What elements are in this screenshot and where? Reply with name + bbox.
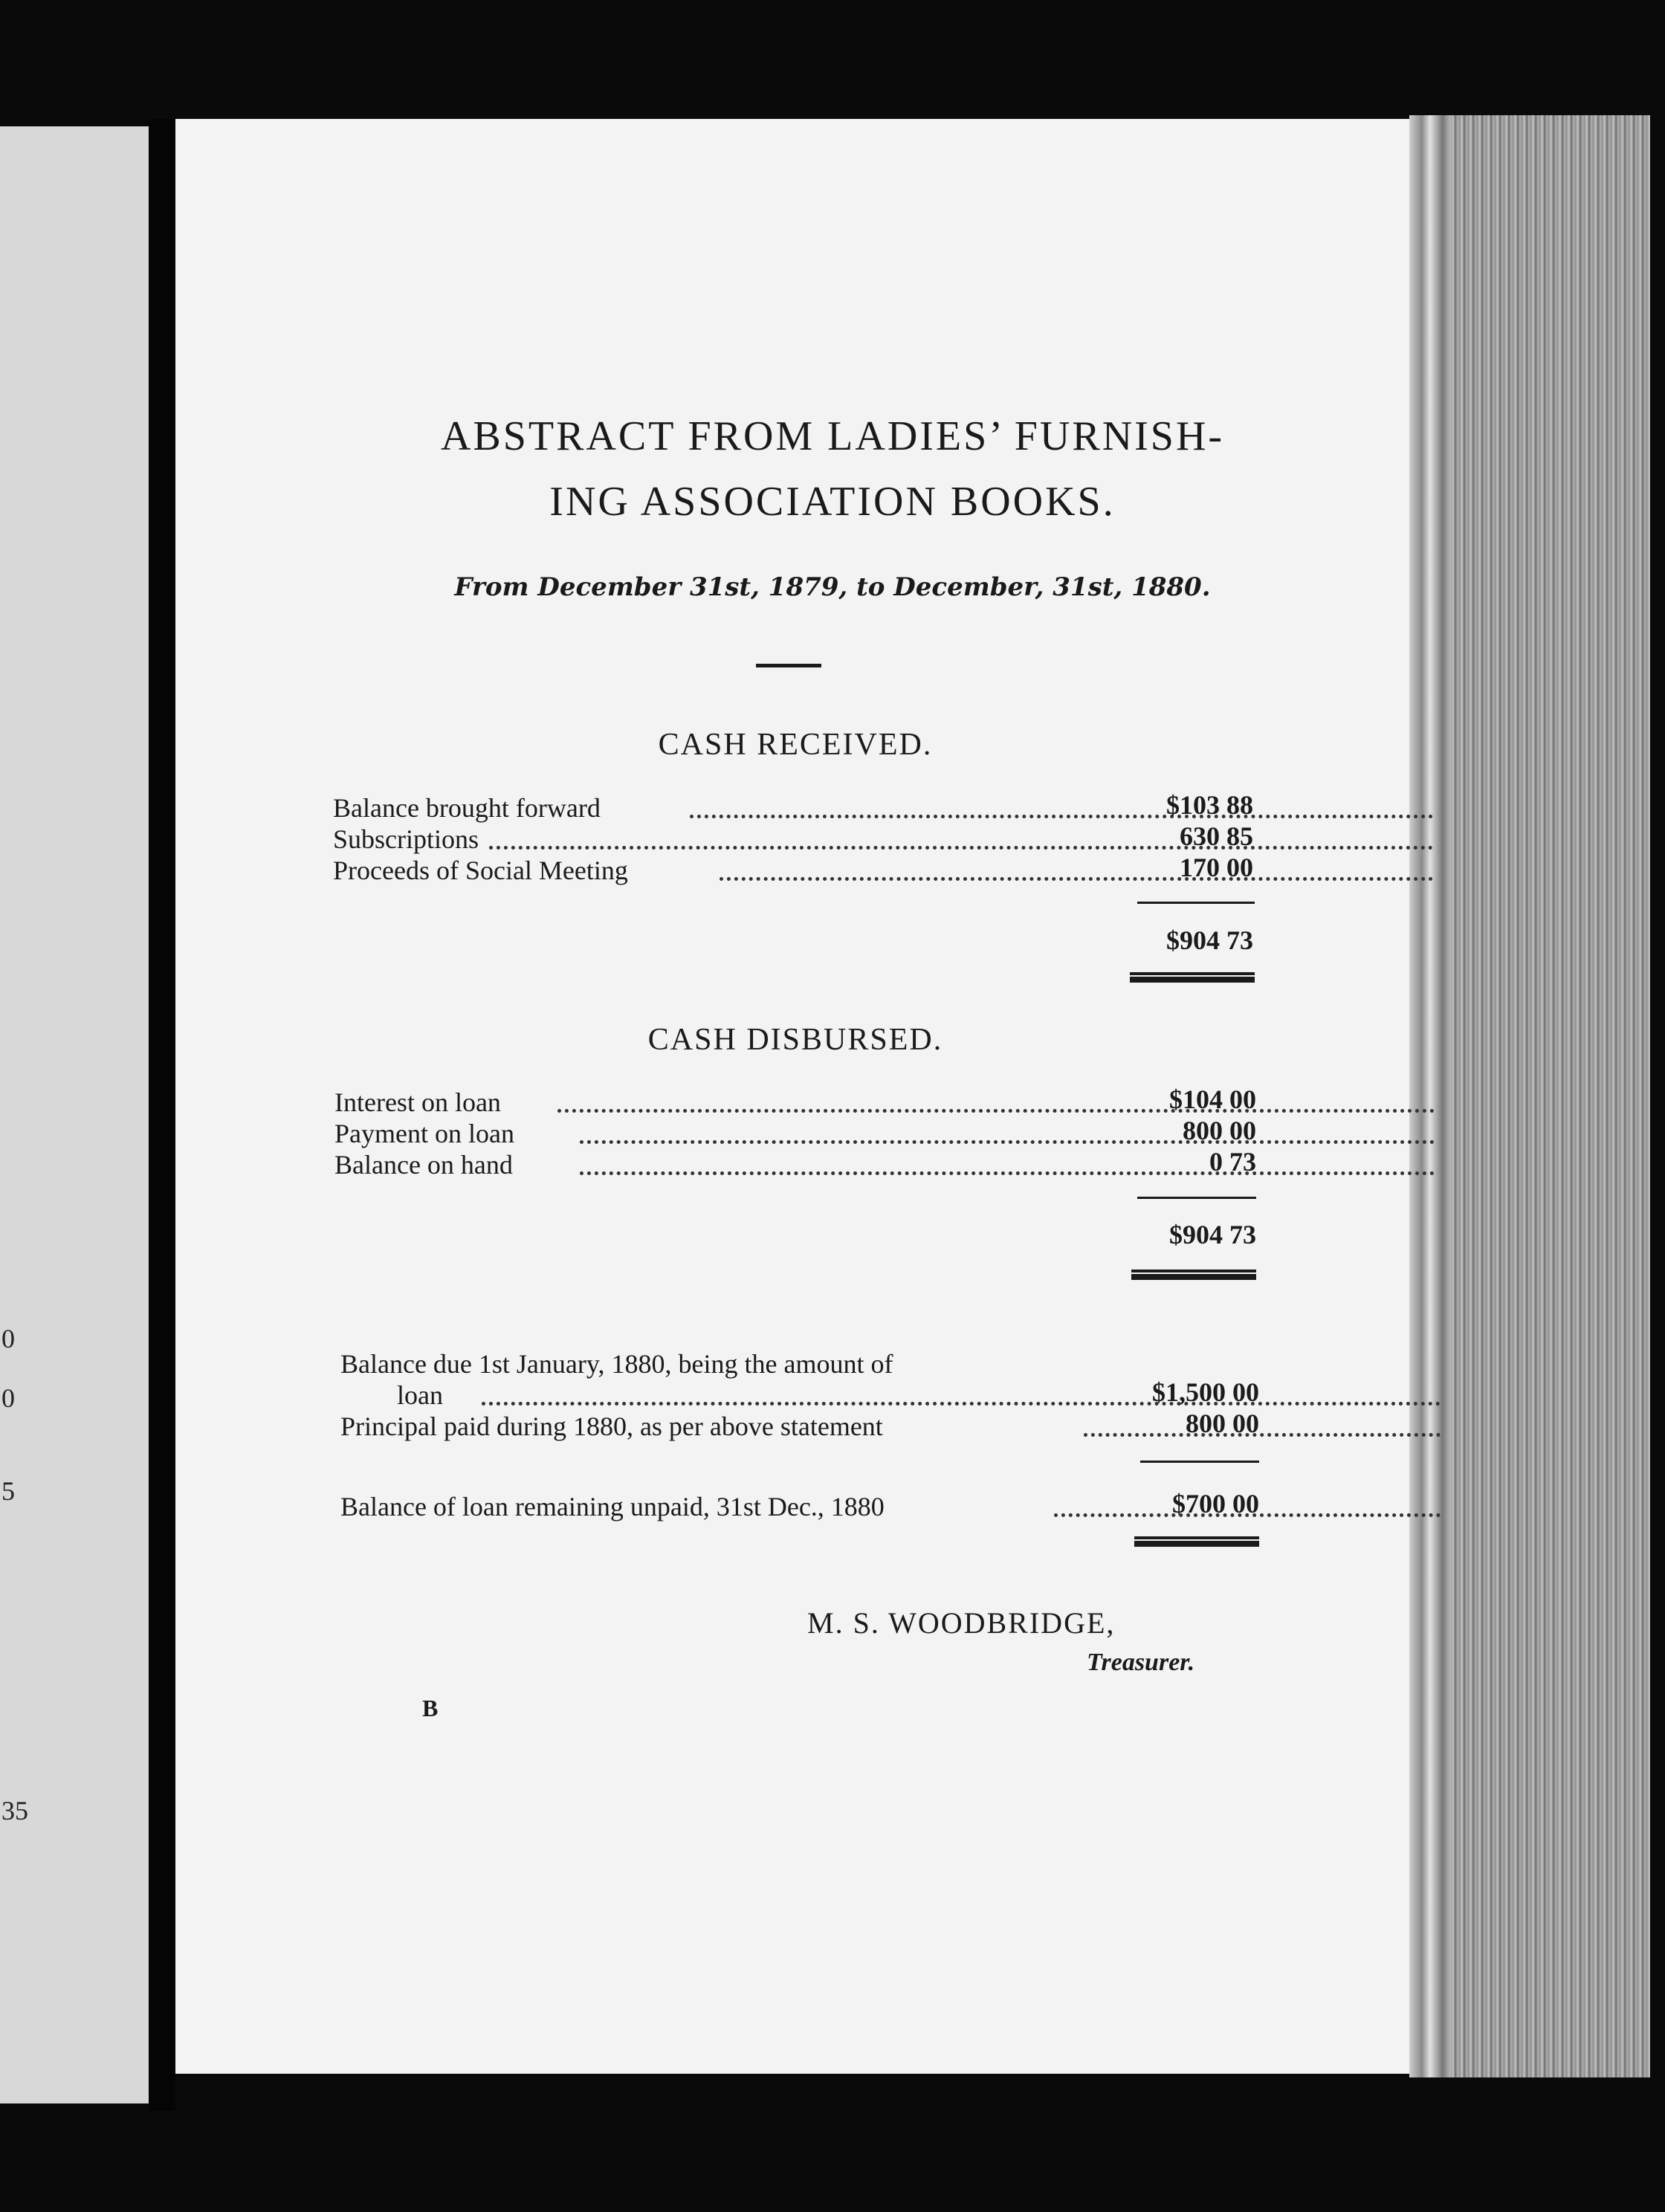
ledger-amount: $103 88 bbox=[1166, 790, 1253, 820]
treasurer-title: Treasurer. bbox=[1087, 1649, 1195, 1676]
balance-due-amount: $1,500 00 bbox=[1152, 1377, 1259, 1407]
dot-leader bbox=[489, 824, 1433, 850]
signature-mark: B bbox=[422, 1695, 439, 1721]
total-double-rule bbox=[1130, 972, 1255, 983]
remaining-balance-label: Balance of loan remaining unpaid, 31st Dec., 1880 bbox=[340, 1491, 889, 1522]
total-double-rule bbox=[1131, 1270, 1256, 1280]
total-double-rule bbox=[1134, 1536, 1259, 1547]
treasurer-name: M. S. WOODBRIDGE, bbox=[807, 1606, 1116, 1640]
principal-paid-label: Principal paid during 1880, as per above statement bbox=[340, 1411, 888, 1442]
ledger-amount: 800 00 bbox=[1183, 1116, 1256, 1145]
dot-leader bbox=[720, 855, 1433, 881]
page-title-line-2: ING ASSOCIATION BOOKS. bbox=[549, 479, 1116, 525]
ledger-label: Interest on loan bbox=[334, 1087, 505, 1118]
loan-description-line bbox=[340, 1348, 1113, 1382]
ledger-label: Subscriptions bbox=[333, 824, 483, 855]
dot-leader bbox=[580, 1149, 1435, 1175]
title-rule bbox=[756, 664, 821, 667]
ledger-label: Proceeds of Social Meeting bbox=[333, 855, 633, 886]
dot-leader bbox=[580, 1118, 1435, 1144]
cash-received-heading: CASH RECEIVED. bbox=[658, 728, 933, 762]
loan-label: loan bbox=[397, 1380, 447, 1411]
date-range: From December 31st, 1879, to December, 31st, 1880. bbox=[454, 572, 1211, 602]
cash-received-total: $904 73 bbox=[1166, 925, 1253, 955]
ledger-amount: $104 00 bbox=[1169, 1084, 1256, 1114]
ledger-label: Balance brought forward bbox=[333, 792, 605, 824]
ledger-amount: 170 00 bbox=[1180, 853, 1253, 882]
balance-due-label: Balance due 1st January, 1880, being the amount of bbox=[340, 1348, 897, 1380]
cash-disbursed-heading: CASH DISBURSED. bbox=[647, 1023, 943, 1057]
ledger-label: Payment on loan bbox=[334, 1118, 519, 1149]
ledger-amount: 630 85 bbox=[1180, 821, 1253, 851]
ledger-label: Balance on hand bbox=[334, 1149, 517, 1180]
left-page-fragment: 5 bbox=[1, 1476, 15, 1506]
ledger-amount: 0 73 bbox=[1209, 1147, 1256, 1177]
subtotal-rule bbox=[1137, 902, 1255, 904]
left-page-fragment: 35 bbox=[1, 1796, 28, 1825]
dot-leader bbox=[690, 792, 1433, 818]
principal-paid-amount: 800 00 bbox=[1186, 1409, 1259, 1438]
subtotal-rule bbox=[1137, 1197, 1256, 1199]
subtotal-rule bbox=[1140, 1461, 1259, 1463]
left-page-fragment: 0 bbox=[1, 1383, 15, 1413]
book-block-edge bbox=[1451, 115, 1650, 2077]
remaining-balance-amount: $700 00 bbox=[1172, 1489, 1259, 1519]
dot-leader bbox=[557, 1087, 1435, 1113]
left-page-fragment: 0 bbox=[1, 1324, 15, 1354]
dot-leader bbox=[482, 1380, 1441, 1406]
cash-disbursed-total: $904 73 bbox=[1169, 1220, 1256, 1249]
page-title-line-1: ABSTRACT FROM LADIES’ FURNISH- bbox=[440, 413, 1225, 459]
